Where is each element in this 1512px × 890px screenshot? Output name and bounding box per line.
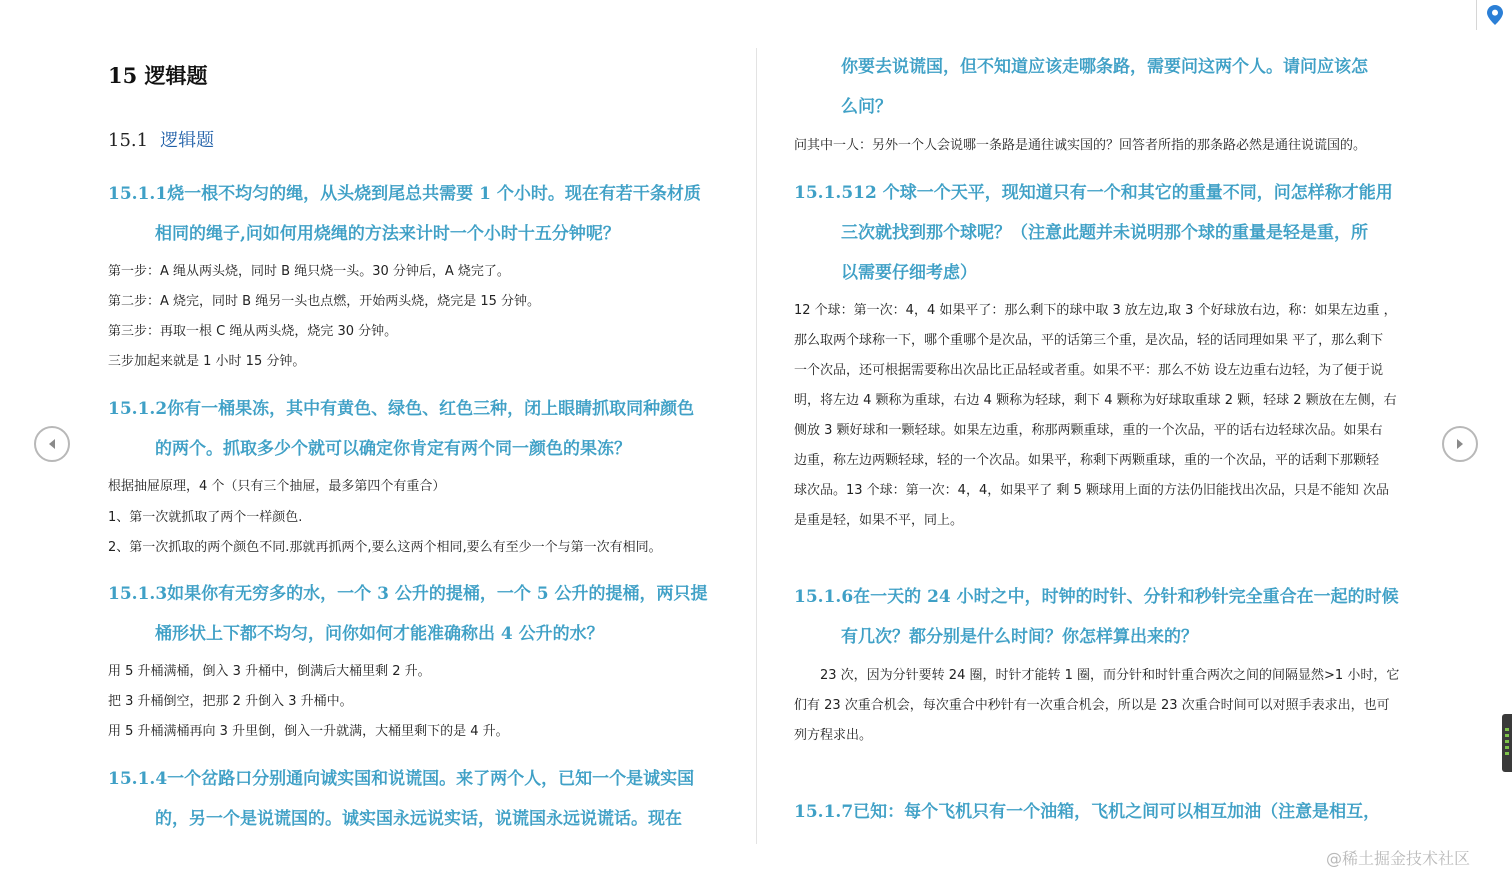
question-line: 15.1.7已知：每个飞机只有一个油箱，飞机之间可以相互加油（注意是相互， (794, 802, 1381, 822)
answer-line: 用 5 升桶满桶，倒入 3 升桶中，倒满后大桶里剩 2 升。 (108, 664, 431, 679)
chevron-right-icon (1453, 437, 1467, 451)
question-line: 相同的绳子,问如何用烧绳的方法来计时一个小时十五分钟呢？ (155, 224, 620, 244)
question-line: 15.1.512 个球一个天平，现知道只有一个和其它的重量不同，问怎样称才能用 (794, 183, 1393, 203)
section-heading (108, 126, 214, 152)
answer-line: 用 5 升桶满桶再向 3 升里倒，倒入一升就满，大桶里剩下的是 4 升。 (108, 724, 509, 739)
answer-line: 根据抽屉原理，4 个（只有三个抽屉，最多第四个有重合） (108, 479, 446, 494)
question-line: 三次就找到那个球呢？（注意此题并未说明那个球的重量是轻是重，所 (841, 223, 1368, 243)
question-15-1-1 (108, 174, 701, 254)
answer-line: 23 次，因为分针要转 24 圈，时针才能转 1 圈，而分针和时针重合两次之间的间隔显然>1 小时，它 (820, 668, 1400, 683)
answer-line: 12 个球：第一次：4，4 如果平了：那么剩下的球中取 3 放左边,取 3 个好球放右边，称：如果左边重 ， (794, 303, 1397, 318)
answer-line: 第二步：A 烧完，同时 B 绳另一头也点燃，开始两头烧，烧完是 15 分钟。 (108, 294, 541, 309)
question-line: 的两个。抓取多少个就可以确定你肯定有两个同一颜色的果冻？ (155, 439, 631, 459)
answer-line: 把 3 升桶倒空，把那 2 升倒入 3 升桶中。 (108, 694, 353, 709)
answer-line: 明，将左边 4 颗称为重球，右边 4 颗称为轻球，剩下 4 颗称为好球取重球 2 颗，轻球 2 颗放在左侧，右 (794, 393, 1397, 408)
answer-line: 边重，称左边两颗轻球，轻的一个次品。如果平，称剩下两颗重球，重的一个次品，平的话剩下那颗轻 (794, 453, 1380, 468)
answer-line: 三步加起来就是 1 小时 15 分钟。 (108, 354, 306, 369)
question-15-1-5 (794, 173, 1393, 293)
answer-line: 一个次品，还可根据需要称出次品比正品轻或者重。如果不平：那么不妨 设左边重右边轻，为了便于说 (794, 363, 1384, 378)
answer-line: 第三步：再取一根 C 绳从两头烧，烧完 30 分钟。 (108, 324, 398, 339)
question-line: 15.1.3如果你有无穷多的水，一个 3 公升的提桶，一个 5 公升的提桶，两只提 (108, 584, 708, 604)
answer-line: 第一步：A 绳从两头烧，同时 B 绳只烧一头。30 分钟后，A 烧完了。 (108, 264, 510, 279)
question-15-1-3 (108, 574, 707, 654)
question-line: 以需要仔细考虑） (841, 263, 977, 283)
answer-line: 们有 23 次重合机会，每次重合中秒针有一次重合机会，所以是 23 次重合时间可以对照手表求出，也可 (794, 698, 1390, 713)
right-page (758, 0, 1512, 890)
question-line: 桶形状上下都不均匀，问你如何才能准确称出 4 公升的水？ (155, 624, 604, 644)
question-line: 15.1.1烧一根不均匀的绳，从头烧到尾总共需要 1 个小时。现在有若干条材质 (108, 184, 701, 204)
question-line: 15.1.6在一天的 24 小时之中，时钟的时针、分针和秒针完全重合在一起的时候 (794, 587, 1399, 607)
chapter-title: 15 逻辑题 (108, 63, 208, 88)
answer-line: 列方程求出。 (794, 728, 873, 743)
page-divider (756, 48, 757, 844)
question-15-1-4 (108, 759, 694, 839)
question-line: 15.1.4一个岔路口分别通向诚实国和说谎国。来了两个人，已知一个是诚实国 (108, 769, 695, 789)
answer-line: 是重是轻，如果不平，同上。 (794, 513, 964, 528)
section-number: 15.1 (108, 130, 149, 151)
question-line: 么问？ (841, 97, 892, 117)
question-15-1-6 (794, 577, 1399, 657)
question-line: 的，另一个是说谎国的。诚实国永远说实话，说谎国永远说谎话。现在 (155, 809, 682, 829)
question-15-1-7 (794, 792, 1380, 832)
side-panel-handle[interactable] (1502, 714, 1512, 772)
question-line: 15.1.2你有一桶果冻，其中有黄色、绿色、红色三种，闭上眼睛抓取同种颜色 (108, 399, 695, 419)
watermark: @稀土掘金技术社区 (1326, 849, 1471, 868)
answer-line: 1、第一次就抓取了两个一样颜色. (108, 510, 303, 525)
chevron-left-icon (45, 437, 59, 451)
prev-page-button[interactable] (34, 426, 70, 462)
answer-line: 球次品。13 个球：第一次：4，4，如果平了 剩 5 颗球用上面的方法仍旧能找出次品，只是不能知 次品 (794, 483, 1390, 498)
question-15-1-2 (108, 389, 694, 469)
location-button[interactable] (1476, 0, 1512, 30)
question-line: 你要去说谎国，但不知道应该走哪条路，需要问这两个人。请问应该怎 (841, 57, 1368, 77)
next-page-button[interactable] (1442, 426, 1478, 462)
question-line: 有几次？都分别是什么时间？你怎样算出来的？ (841, 627, 1198, 647)
section-title: 逻辑题 (160, 130, 215, 151)
answer-line: 问其中一人：另外一个人会说哪一条路是通往诚实国的？回答者所指的那条路必然是通往说谎国的。 (794, 138, 1367, 153)
answer-line: 侧放 3 颗好球和一颗轻球。如果左边重，称那两颗重球，重的一个次品，平的话右边轻球次品。如果右 (794, 423, 1383, 438)
question-15-1-4-continued (794, 47, 1368, 127)
answer-line: 那么取两个球称一下，哪个重哪个是次品，平的话第三个重，是次品，轻的话同理如果 平了，那么剩下 (794, 333, 1384, 348)
location-pin-icon (1487, 5, 1503, 25)
answer-line: 2、第一次抓取的两个颜色不同.那就再抓两个,要么这两个相同,要么有至少一个与第一次有相同。 (108, 540, 662, 555)
